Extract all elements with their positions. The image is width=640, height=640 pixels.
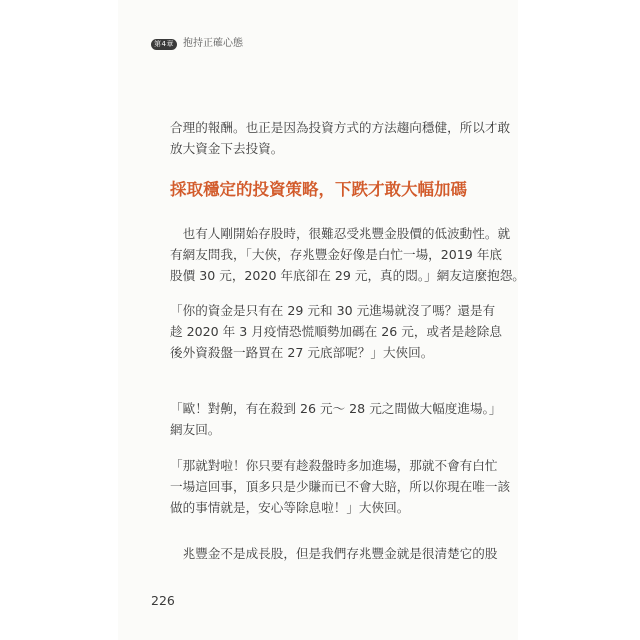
text-line: 「歐！對齁，有在殺到 26 元～ 28 元之間做大幅度進場。」 [170, 401, 502, 416]
text-line: 也有人剛開始存股時，很難忍受兆豐金股價的低波動性。就 [170, 226, 511, 241]
text-line: 「你的資金是只有在 29 元和 30 元進場就沒了嗎？還是有 [170, 303, 496, 318]
paragraph-question [170, 223, 525, 286]
paragraph-intro [170, 117, 511, 159]
chapter-badge: 第4章 [151, 39, 177, 50]
text-line: 股價 30 元，2020 年底卻在 29 元，真的悶。」網友這麼抱怨。 [170, 268, 525, 283]
text-line: 趁 2020 年 3 月疫情恐慌順勢加碼在 26 元，或者是趁除息 [170, 324, 502, 339]
paragraph-reply-1 [170, 300, 502, 363]
text-line: 後外資殺盤一路買在 27 元底部呢？」大俠回。 [170, 345, 434, 360]
text-line: 網友回。 [170, 422, 221, 437]
text-line: 合理的報酬。也正是因為投資方式的方法趨向穩健，所以才敢 [170, 120, 511, 135]
paragraph-reply-3 [170, 455, 511, 518]
text-line: 放大資金下去投資。 [170, 141, 284, 156]
text-line: 做的事情就是，安心等除息啦！」大俠回。 [170, 500, 410, 515]
text-line: 一場這回事，頂多只是少賺而已不會大賠，所以你現在唯一該 [170, 479, 511, 494]
text-line: 有網友問我，「大俠，存兆豐金好像是白忙一場，2019 年底 [170, 247, 503, 262]
running-header [151, 38, 243, 50]
paragraph-closing [170, 543, 498, 564]
section-heading: 採取穩定的投資策略，下跌才敢大幅加碼 [170, 180, 467, 199]
text-line: 兆豐金不是成長股，但是我們存兆豐金就是很清楚它的股 [170, 546, 498, 561]
page-number: 226 [151, 593, 175, 608]
text-line: 「那就對啦！你只要有趁殺盤時多加進場，那就不會有白忙 [170, 458, 498, 473]
paragraph-reply-2 [170, 398, 502, 440]
chapter-title: 抱持正確心態 [182, 38, 243, 49]
